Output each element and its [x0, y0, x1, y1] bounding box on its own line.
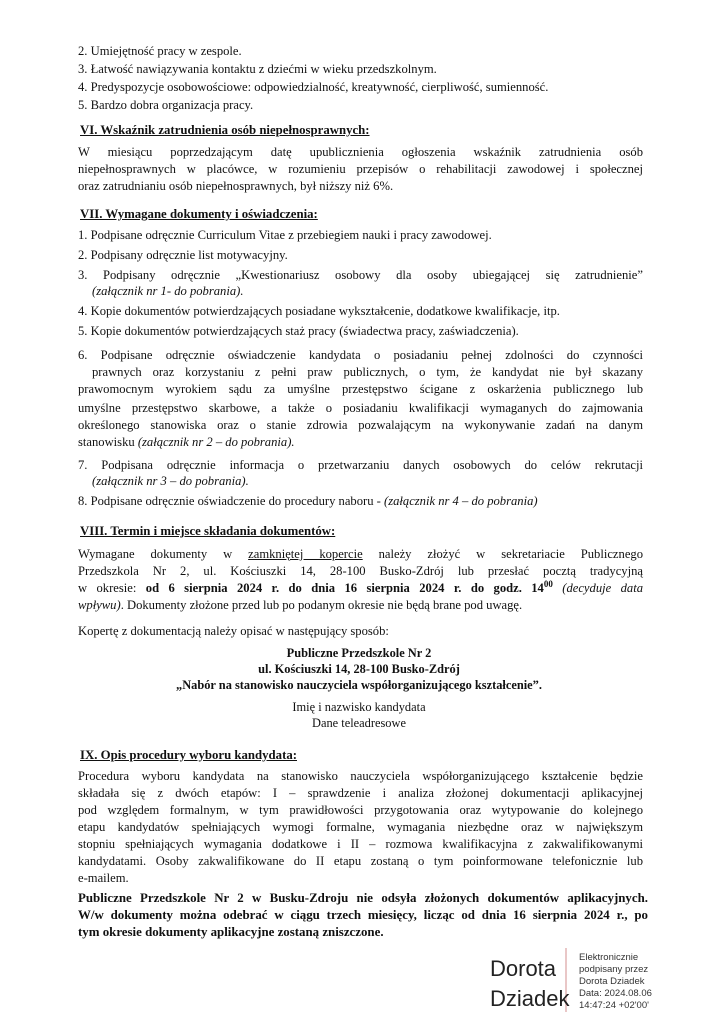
- section9-line: Procedura wyboru kandydata na stanowisko nauczyciela współorganizującego kształcenie będzie: [78, 769, 643, 783]
- section9-line: składała się z dwóch etapów: I – sprawdzenie i analiza złożonej dokumentacji aplikacyjnej: [78, 786, 643, 800]
- section-heading-employment-ratio: VI. Wskaźnik zatrudnienia osób niepełnosprawnych:: [80, 123, 370, 137]
- document-item: [78, 494, 538, 509]
- document-item-6-line: prawnych oraz korzystaniu z pełni praw publicznych, o tym, że kandydat nie był skazany: [92, 365, 643, 379]
- section8-italic: wpływu): [78, 598, 121, 612]
- requirement-item: 3. Łatwość nawiązywania kontaktu z dziećmi w wieku przedszkolnym.: [78, 62, 437, 76]
- section-heading-required-documents: VII. Wymagane dokumenty i oświadczenia:: [80, 207, 318, 221]
- document-item-6-line: prawomocnym wyrokiem sądu za umyślne przestępstwo ścigane z oskarżenia publicznego lub: [78, 382, 643, 396]
- document-item: 4. Kopie dokumentów potwierdzających posiadane wykształcenie, dodatkowe kwalifikacje, itp.: [78, 304, 560, 318]
- document-item: 3. Podpisany odręcznie „Kwestionariusz osobowy dla osoby ubiegającej się zatrudnienie”: [78, 268, 643, 282]
- section8-text: należy złożyć w sekretariacie Publicznego: [362, 547, 644, 561]
- section8-line: [78, 578, 643, 596]
- notice-bold-line: Publiczne Przedszkole Nr 2 w Busku-Zdroju nie odsyła złożonych dokumentów aplikacyjnych.: [78, 891, 648, 905]
- document-item-6-line: określonego stanowiska oraz o stanie zdrowia pozwalającym na wykonywanie zadań na danym: [78, 418, 643, 432]
- document-item-6-line: 6. Podpisane odręcznie oświadczenie kandydata o posiadaniu pełnej zdolności do czynności: [78, 348, 643, 362]
- section8-text: . Dokumenty złożone przed lub po podanym okresie nie będą brane pod uwagę.: [120, 598, 523, 612]
- signature-note-line: podpisany przez: [579, 964, 649, 975]
- notice-bold-line: W/w dokumenty można odebrać w ciągu trzech miesięcy, licząc od dnia 16 sierpnia 2024 r., po: [78, 908, 648, 922]
- section9-line: pod względem formalnym, w tym prawidłowości przygotowania oraz wytypowanie do kolejnego: [78, 803, 643, 817]
- notice-bold-line: tym okresie dokumenty aplikacyjne zostaną zniszczone.: [78, 925, 384, 939]
- signature-note-line: Elektronicznie: [579, 952, 639, 963]
- section-heading-selection-procedure: IX. Opis procedury wyboru kandydata:: [80, 748, 297, 762]
- section9-line: stopniu spełniających wymagania dodatkowe i II – rozmowa kwalifikacyjna z zakwalifikowanymi: [78, 837, 643, 851]
- envelope-address-line: Publiczne Przedszkole Nr 2: [286, 646, 432, 660]
- section8-line: [78, 598, 522, 613]
- signature-note-line: 14:47:24 +02'00': [579, 1000, 649, 1011]
- document-item-6-line: [78, 435, 295, 450]
- document-item: 2. Podpisany odręcznie list motywacyjny.: [78, 248, 288, 262]
- section8-text: Wymagane dokumenty w: [78, 547, 249, 561]
- document-item: 1. Podpisane odręcznie Curriculum Vitae z przebiegiem nauki i pracy zawodowej.: [78, 228, 492, 242]
- section6-line: oraz zatrudnianiu osób niepełnosprawnych, był niższy niż 6%.: [78, 179, 394, 193]
- signature-first-name: Dorota: [490, 956, 557, 981]
- attachment-note: (załącznik nr 3 – do pobrania).: [92, 474, 249, 488]
- attachment-note: (załącznik nr 4 – do pobrania): [384, 494, 538, 508]
- section9-line: kandydatami. Osoby zakwalifikowane do II etapu zostaną o tym poinformowane telefonicznie lub: [78, 854, 643, 868]
- document-item: 7. Podpisana odręcznie informacja o przetwarzaniu danych osobowych do celów rekrutacji: [78, 458, 643, 472]
- requirement-item: 2. Umiejętność pracy w zespole.: [78, 44, 242, 58]
- signature-last-name: Dziadek: [490, 986, 570, 1011]
- signature-note-line: Dorota Dziadek: [579, 976, 645, 987]
- section8-italic: (decyduje data: [552, 581, 643, 595]
- envelope-address-line: „Nabór na stanowisko nauczyciela współorganizującego kształcenie”.: [176, 678, 542, 692]
- document-item-text: 8. Podpisane odręcznie oświadczenie do procedury naboru -: [78, 494, 384, 508]
- document-item-6-text: stanowisku: [78, 435, 138, 449]
- section6-line: W miesiącu poprzedzającym datę upublicznienia ogłoszenia wskaźnik zatrudnienia osób: [78, 145, 643, 159]
- section6-line: niepełnosprawnych w placówce, w rozumieniu przepisów o rehabilitacji zawodowej i społecznej: [78, 162, 643, 176]
- envelope-instruction: Kopertę z dokumentacją należy opisać w następujący sposób:: [78, 624, 389, 638]
- envelope-address-line: Imię i nazwisko kandydata: [292, 700, 426, 714]
- signature-note-line: Data: 2024.08.06: [579, 988, 652, 999]
- requirement-item: 5. Bardzo dobra organizacja pracy.: [78, 98, 254, 112]
- attachment-note: (załącznik nr 1- do pobrania).: [92, 284, 244, 298]
- section8-text: w okresie:: [78, 581, 146, 595]
- document-item: 5. Kopie dokumentów potwierdzających staż pracy (świadectwa pracy, zaświadczenia).: [78, 324, 519, 338]
- envelope-address-line: Dane teleadresowe: [312, 716, 406, 730]
- requirement-item: 4. Predyspozycje osobowościowe: odpowiedzialność, kreatywność, cierpliwość, sumienność.: [78, 80, 549, 94]
- section9-line: etapu kandydatów spełniających wymogi formalne, wymagania niezbędne oraz w największym: [78, 820, 643, 834]
- document-item-6-line: umyślne przestępstwo skarbowe, a także o posiadaniu kwalifikacji wymaganych do zajmowania: [78, 401, 643, 415]
- section9-line: e-mailem.: [78, 871, 129, 885]
- section-heading-deadline-place: VIII. Termin i miejsce składania dokumentów:: [80, 524, 336, 538]
- submission-period: od 6 sierpnia 2024 r. do dnia 16 sierpnia 2024 r. do godz. 14: [145, 581, 544, 595]
- envelope-address-line: ul. Kościuszki 14, 28-100 Busko-Zdrój: [258, 662, 460, 676]
- closed-envelope-phrase: zamkniętej kopercie: [248, 547, 363, 561]
- section8-line: [78, 547, 643, 562]
- section8-line: Przedszkola Nr 2, ul. Kościuszki 14, 28-100 Busko-Zdrój lub przesłać pocztą tradycyjną: [78, 564, 643, 578]
- submission-time-superscript: 00: [543, 578, 553, 589]
- attachment-note: (załącznik nr 2 – do pobrania).: [137, 435, 295, 449]
